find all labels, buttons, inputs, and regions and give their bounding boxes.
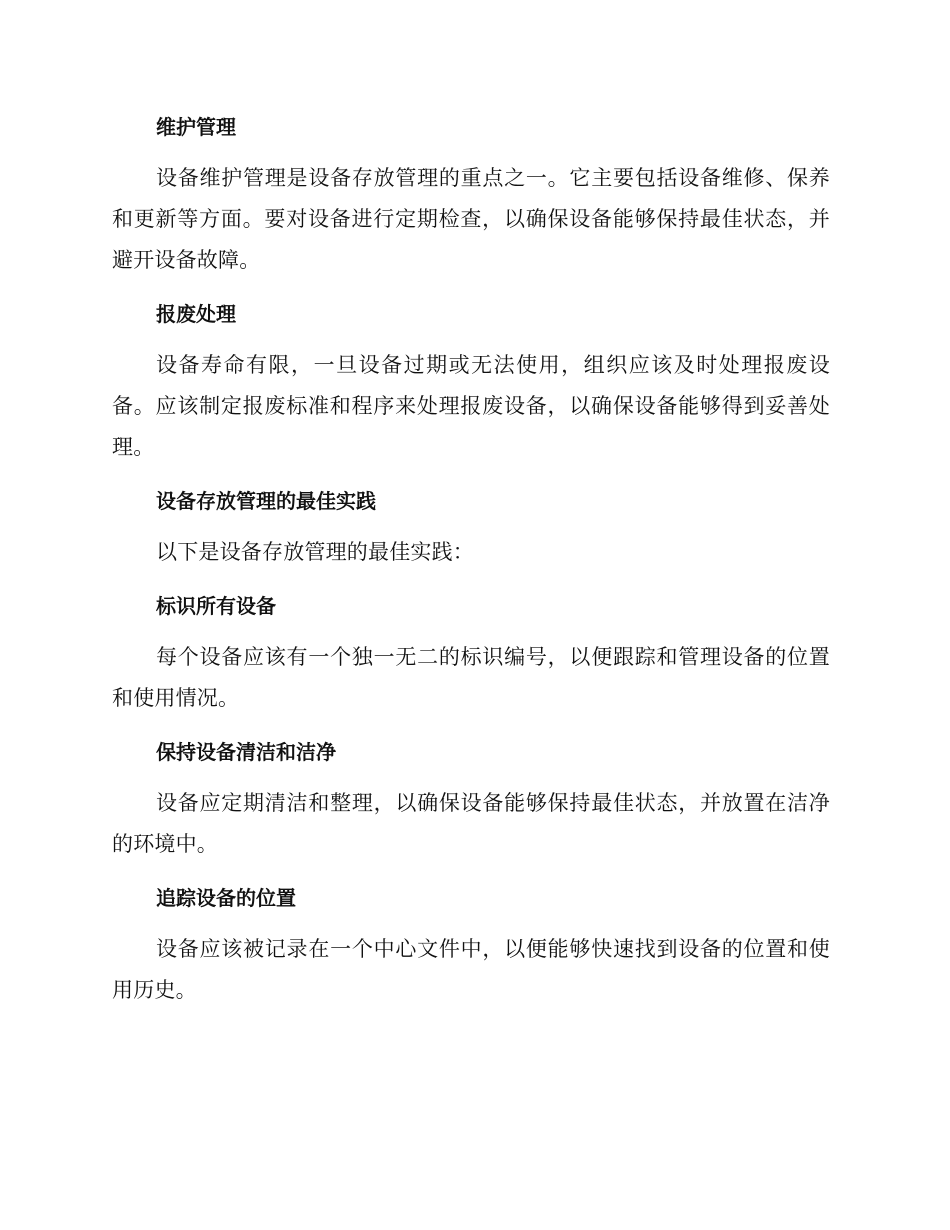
section-heading: 追踪设备的位置 [156,886,296,910]
section-disposal [112,295,830,468]
section-paragraph: 设备应定期清洁和整理，以确保设备能够保持最佳状态，并放置在洁净的环境中。 [112,791,830,856]
section-paragraph: 设备寿命有限，一旦设备过期或无法使用，组织应该及时处理报废设备。应该制定报废标准和程序来处理报废设备，以确保设备能够得到妥善处理。 [112,353,830,459]
section-maintenance [112,108,830,281]
section-keep-clean [112,733,830,865]
section-best-practices [112,482,830,573]
section-track-location [112,879,830,1011]
document-page [112,108,830,1025]
section-heading: 报废处理 [156,302,236,326]
section-paragraph: 以下是设备存放管理的最佳实践： [156,540,474,564]
section-paragraph: 每个设备应该有一个独一无二的标识编号，以便跟踪和管理设备的位置和使用情况。 [112,645,830,710]
section-label-equipment [112,587,830,719]
section-heading: 设备存放管理的最佳实践 [156,489,376,513]
section-heading: 维护管理 [156,115,236,139]
section-heading: 保持设备清洁和洁净 [156,740,336,764]
section-paragraph: 设备应该被记录在一个中心文件中，以便能够快速找到设备的位置和使用历史。 [112,937,830,1002]
section-heading: 标识所有设备 [156,594,276,618]
section-paragraph: 设备维护管理是设备存放管理的重点之一。它主要包括设备维修、保养和更新等方面。要对设备进行定期检查，以确保设备能够保持最佳状态，并避开设备故障。 [112,166,830,272]
